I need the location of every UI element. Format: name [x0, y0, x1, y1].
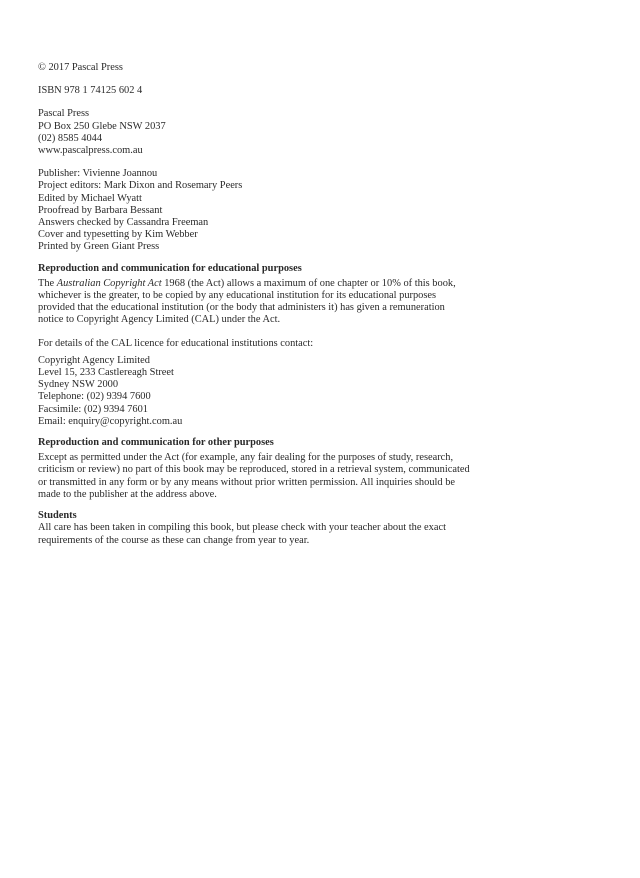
- cal-contact-intro: For details of the CAL licence for educational institutions contact:: [38, 337, 314, 349]
- copyright-line: © 2017 Pascal Press: [38, 62, 123, 73]
- other-purposes-paragraph: [38, 452, 498, 501]
- credit-typesetter: Cover and typesetting by Kim Webber: [38, 229, 198, 241]
- publisher-name: Pascal Press: [38, 108, 90, 120]
- credits-list: [38, 168, 498, 253]
- cal-contact-details: [38, 355, 498, 428]
- cal-email: Email: enquiry@copyright.com.au: [38, 415, 183, 427]
- educational-line: whichever is the greater, to be copied by any educational institution for its educational purposes: [38, 290, 437, 302]
- educational-line: notice to Copyright Agency Limited (CAL) under the Act.: [38, 314, 281, 326]
- publisher-po-box: PO Box 250 Glebe NSW 2037: [38, 120, 166, 132]
- educational-heading: Reproduction and communication for educational purposes: [38, 262, 302, 274]
- educational-line: The Australian Copyright Act 1968 (the Act) allows a maximum of one chapter or 10% of this book,: [38, 277, 456, 289]
- other-line: criticism or review) no part of this book may be reproduced, stored in a retrieval system, communicated: [38, 464, 470, 476]
- isbn-line: ISBN 978 1 74125 602 4: [38, 85, 143, 97]
- imprint-page: [38, 62, 498, 547]
- other-line: made to the publisher at the address above.: [38, 488, 217, 500]
- educational-section: [38, 263, 498, 428]
- credit-printer: Printed by Green Giant Press: [38, 241, 160, 253]
- educational-line: provided that the educational institution (or the body that administers it) has given a remuneration: [38, 302, 445, 314]
- credit-project-editors: Project editors: Mark Dixon and Rosemary Peers: [38, 180, 243, 192]
- copyright-notice: [38, 62, 498, 74]
- publisher-phone: (02) 8585 4044: [38, 132, 103, 144]
- publisher-website: www.pascalpress.com.au: [38, 145, 143, 157]
- credit-proofreader: Proofread by Barbara Bessant: [38, 204, 163, 216]
- other-line: Except as permitted under the Act (for example, any fair dealing for the purposes of study, research,: [38, 452, 454, 464]
- cal-telephone: Telephone: (02) 9394 7600: [38, 391, 151, 403]
- other-purposes-section: [38, 437, 498, 501]
- other-line: or transmitted in any form or by any means without prior written permission. All inquiries should be: [38, 476, 456, 488]
- students-paragraph: [38, 522, 498, 546]
- cal-name: Copyright Agency Limited: [38, 354, 150, 366]
- students-section: [38, 510, 498, 547]
- credit-answers-checker: Answers checked by Cassandra Freeman: [38, 217, 209, 229]
- students-line: requirements of the course as these can change from year to year.: [38, 534, 310, 546]
- credit-editor: Edited by Michael Wyatt: [38, 192, 142, 204]
- act-title: Australian Copyright Act: [56, 277, 162, 289]
- cal-street: Level 15, 233 Castlereagh Street: [38, 367, 174, 379]
- students-line: All care has been taken in compiling this book, but please check with your teacher about the exact: [38, 522, 446, 534]
- credit-publisher: Publisher: Vivienne Joannou: [38, 168, 158, 180]
- students-heading: Students: [38, 510, 77, 522]
- educational-paragraph: [38, 278, 498, 327]
- other-purposes-heading: Reproduction and communication for other purposes: [38, 437, 274, 449]
- cal-facsimile: Facsimile: (02) 9394 7601: [38, 403, 148, 415]
- isbn-block: [38, 85, 498, 97]
- publisher-address: [38, 108, 498, 157]
- cal-city: Sydney NSW 2000: [38, 379, 119, 391]
